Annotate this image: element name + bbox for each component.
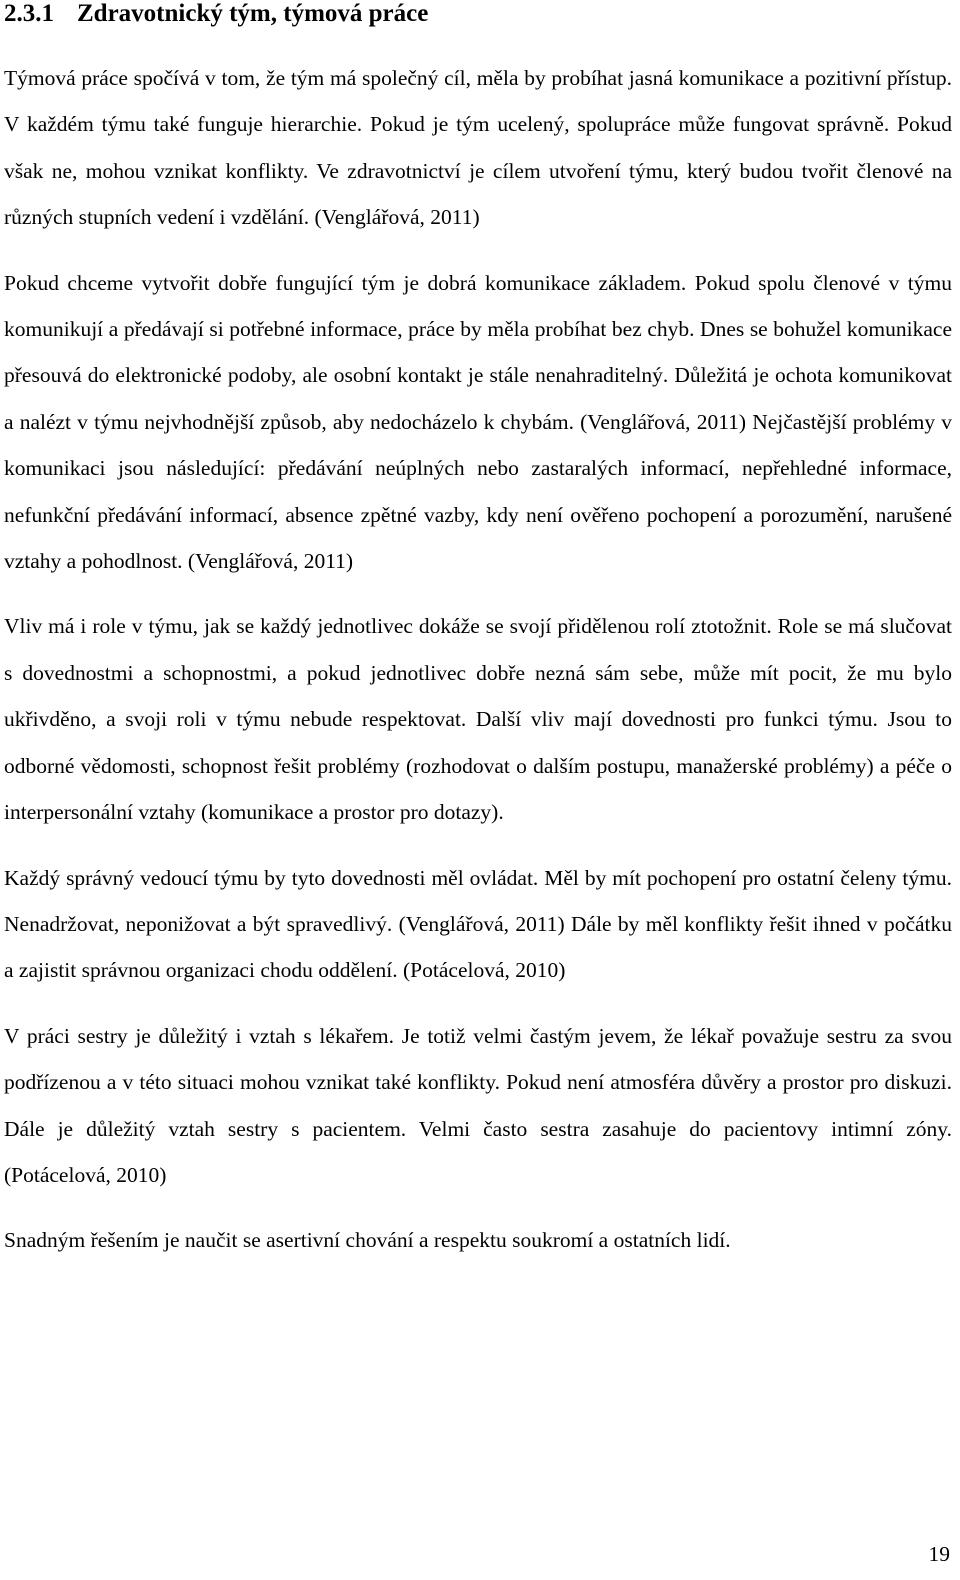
paragraph-communication: Pokud chceme vytvořit dobře fungující tým je dobrá komunikace základem. Pokud spolu členové v týmu komunikují a předávají si potřebné informace, práce by měla probíhat bez chyb. Dnes se bohužel komunikace přesouvá do elektronické podoby, ale osobní kontakt je stále nenahraditelný. Důležitá je ochota komunikovat a nalézt v týmu nejvhodnější způsob, aby nedocházelo k chybám. (Venglářová, 2011) Nejčastější problémy v komunikaci jsou následující: předávání neúplných nebo zastaralých informací, nepřehledné informace, nefunkční předávání informací, absence zpětné vazby, kdy není ověřeno pochopení a porozumění, narušené vztahy a pohodlnost. (Venglářová, 2011) [4,270,952,574]
paragraph-team-leader: Každý správný vedoucí týmu by tyto dovednosti měl ovládat. Měl by mít pochopení pro ostatní čeleny týmu. Nenadržovat, neponižovat a být spravedlivý. (Venglářová, 2011) Dále by měl konflikty řešit ihned v počátku a zajistit správnou organizaci chodu oddělení. (Potácelová, 2010) [4,865,952,983]
paragraph-nurse-doctor: V práci sestry je důležitý i vztah s lékařem. Je totiž velmi častým jevem, že lékař považuje sestru za svou podřízenou a v této situaci mohou vznikat také konflikty. Pokud není atmosféra důvěry a prostor pro diskuzi. Dále je důležitý vztah sestry s pacientem. Velmi často sestra zasahuje do pacientovy intimní zóny. (Potácelová, 2010) [4,1023,952,1187]
page-number: 19 [928,1542,950,1566]
paragraph-assertiveness: Snadným řešením je naučit se asertivní chování a respektu soukromí a ostatních lidí. [4,1228,731,1253]
section-number: 2.3.1 [4,0,54,27]
paragraph-team-work: Týmová práce spočívá v tom, že tým má společný cíl, měla by probíhat jasná komunikace a pozitivní přístup. V každém týmu také funguje hierarchie. Pokud je tým ucelený, spolupráce může fungovat správně. Pokud však ne, mohou vznikat konflikty. Ve zdravotnictví je cílem utvoření týmu, který budou tvořit členové na různých stupních vedení i vzdělání. (Venglářová, 2011) [4,66,952,230]
section-title: Zdravotnický tým, týmová práce [77,0,429,27]
section-heading [4,0,952,28]
paragraph-roles: Vliv má i role v týmu, jak se každý jednotlivec dokáže se svojí přidělenou rolí ztotožnit. Role se má slučovat s dovednostmi a schopnostmi, a pokud jednotlivec dobře nezná sám sebe, může mít pocit, že mu bylo ukřivděno, a svoji roli v týmu nebude respektovat. Další vliv mají dovednosti pro funkci týmu. Jsou to odborné vědomosti, schopnost řešit problémy (rozhodovat o dalším postupu, manažerské problémy) a péče o interpersonální vztahy (komunikace a prostor pro dotazy). [4,614,952,825]
